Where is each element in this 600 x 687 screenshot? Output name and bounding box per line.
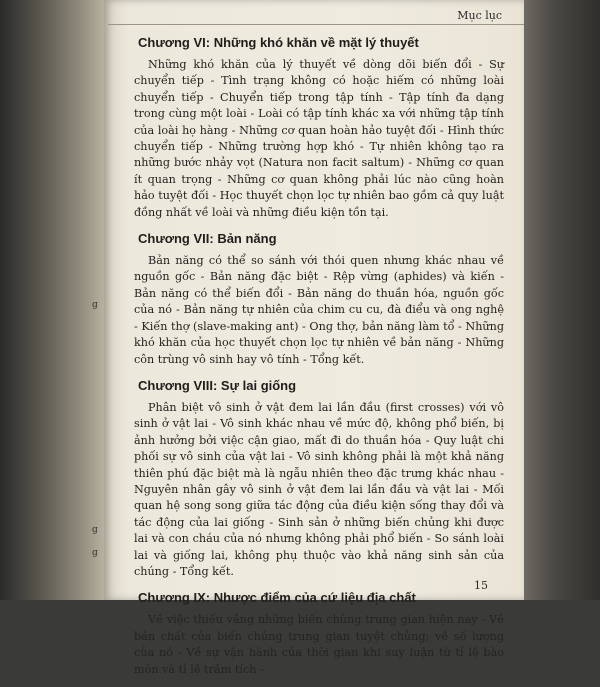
chapter-section xyxy=(134,589,504,678)
chapter-title: Chương VII: Bản năng xyxy=(138,231,277,247)
chapter-title: Chương IX: Nhược điểm của cứ liệu địa chất xyxy=(138,590,416,606)
margin-glyph: g xyxy=(92,525,98,535)
chapter-section xyxy=(134,34,504,221)
page-number: 15 xyxy=(474,579,488,592)
table-of-contents xyxy=(134,34,504,687)
background-surface xyxy=(524,0,600,600)
chapter-summary: Phân biệt vô sinh ở vật đem lai lần đầu (first crosses) với vô sinh ở vật lai - Vô sinh khác nhau về mức độ, không phổ biến, bị ảnh hưởng bởi việc cận giao, mất đi do thuần hóa - Quy luật chi phối sự vô sinh của vật lai - Vô sinh không phải là một khả năng thiên phú đặc biệt mà là ngẫu nhiên theo đặc trưng khác nhau - Nguyên nhân gây vô sinh ở vật đem lai lần đầu và vật lai - Mối quan hệ song song giữa tác động của điều kiện sống thay đổi và tác động của lai giống - Sinh sản ở những biến chủng khi được lai và con cháu của nó nhưng không phải phổ biến - So sánh loài lai và giống lai, không phụ thuộc vào khả năng sinh sản của chúng - Tổng kết. xyxy=(134,400,504,578)
margin-glyph: g xyxy=(92,548,98,558)
chapter-summary: Những khó khăn của lý thuyết về dòng dõi biến đổi - Sự chuyển tiếp - Tình trạng không có hoặc hiếm có những loài chuyển tiếp - Chuyển tiếp trong tập tính - Tập tính đa dạng trong cùng một loài - Loài có tập tính khác xa với những tập tính của loài họ hàng - Những cơ quan hoàn hảo tuyệt đối - Hình thức chuyển tiếp - Những trường hợp khó - Tự nhiên không tạo ra những bước nhảy vọt (Natura non facit saltum) - Những cơ quan ít quan trọng - Những cơ quan không phải lúc nào cũng hoàn hảo tuyệt đối - Học thuyết chọn lọc tự nhiên bao gồm cả quy luật đồng nhất về loài và những điều kiện tồn tại. xyxy=(134,58,504,219)
chapter-summary: Về việc thiếu vắng những biến chủng trung gian hiện nay - Về bản chất của biến chủng trung gian tuyệt chủng; về số lượng của nó - Về sự vận hành của thời gian khi suy luận từ tỉ lệ bào mòn và tỉ lệ trầm tích - xyxy=(134,613,504,676)
chapter-title: Chương VI: Những khó khăn về mặt lý thuyết xyxy=(138,35,419,50)
header-divider xyxy=(108,24,524,25)
running-header: Mục lục xyxy=(457,9,502,22)
chapter-section xyxy=(134,377,504,580)
margin-glyph: g xyxy=(92,300,98,310)
chapter-title: Chương VIII: Sự lai giống xyxy=(138,377,297,393)
book-page xyxy=(104,0,524,676)
chapter-section xyxy=(134,230,504,368)
chapter-summary: Bản năng có thể so sánh với thói quen nhưng khác nhau về nguồn gốc - Bản năng đặc biệt - Rệp vừng (aphides) và kiến - Bản năng có thể biến đổi - Bản năng do thuần hóa, nguồn gốc của nó - Bản năng tự nhiên của chim cu cu, đà điểu và ong nghệ - Kiến thợ (slave-making ant) - Ong thợ, bản năng làm tổ - Những khó khăn của học thuyết chọn lọc tự nhiên về bản năng - Những côn trùng vô sinh hay vô tính - Tổng kết. xyxy=(134,254,504,366)
adjacent-page-edge xyxy=(0,0,104,600)
